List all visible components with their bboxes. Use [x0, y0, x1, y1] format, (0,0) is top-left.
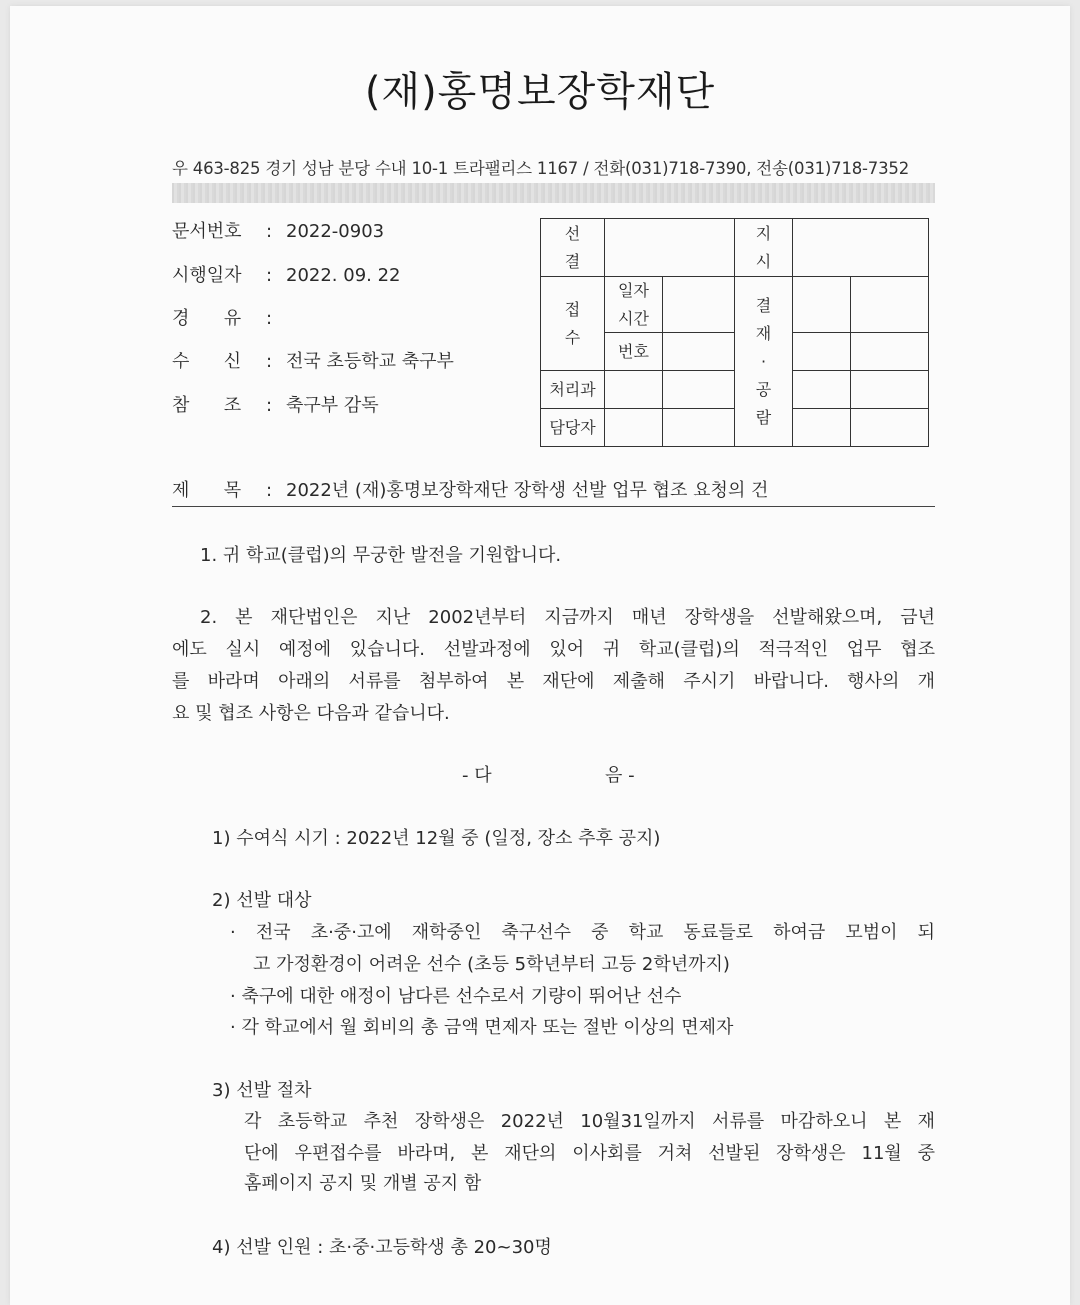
person-in-charge-field: [663, 409, 735, 447]
approval-field: [793, 409, 851, 447]
item-4: 4) 선발 인원 : 초·중·고등학생 총 20~30명: [212, 1237, 552, 1258]
da-eum-left: - 다: [462, 765, 492, 786]
meta-label: 문서번호: [172, 221, 242, 242]
approval-field: [793, 371, 851, 409]
approval-field: [793, 277, 851, 333]
approval-field: [851, 333, 929, 371]
item-3-heading: 3) 선발 절차: [212, 1080, 312, 1101]
approval-table: [540, 218, 929, 447]
meta-date: 시행일자 : 2022. 09. 22: [172, 261, 401, 287]
instruction-cell: 지 시: [735, 219, 793, 277]
subject-divider: [172, 506, 935, 507]
meta-label: 참 조: [172, 395, 242, 416]
instruction-field: [793, 219, 929, 277]
department-field: [605, 371, 663, 409]
number-cell: 번호: [605, 333, 663, 371]
date-time-field: [663, 277, 735, 333]
person-in-charge-cell: 담당자: [541, 409, 605, 447]
meta-label: 수 신: [172, 351, 242, 372]
date-time-cell: 일자 시간: [605, 277, 663, 333]
document-title: (재)홍명보장학재단: [364, 69, 716, 115]
address-line: 우 463-825 경기 성남 분당 수내 10-1 트라팰리스 1167 / 전화(031)718-7390, 전송(031)718-7352: [172, 159, 909, 178]
department-cell: 처리과: [541, 371, 605, 409]
pre-approval-cell: 선 결: [541, 219, 605, 277]
meta-recipient: 수 신 : 전국 초등학교 축구부: [172, 347, 454, 373]
subject-label: 제 목: [172, 480, 242, 501]
meta-via: 경 유 :: [172, 304, 286, 330]
meta-value: 축구부 감독: [286, 395, 379, 416]
item-3-line-3: 홈페이지 공지 및 개별 공지 함: [244, 1173, 482, 1194]
scan-band: [172, 183, 935, 203]
meta-reference: 참 조 : 축구부 감독: [172, 391, 379, 417]
number-field: [663, 333, 735, 371]
approval-field: [851, 409, 929, 447]
paragraph-1: 1. 귀 학교(클럽)의 무궁한 발전을 기원합니다.: [200, 545, 562, 566]
meta-doc-number: 문서번호 : 2022-0903: [172, 217, 384, 243]
item-2-bullet-1a: · 전국 초·중·고에 재학중인 축구선수 중 학교 동료들로 하여금 모범이 되: [230, 922, 935, 943]
pre-approval-field: [605, 219, 735, 277]
item-1: 1) 수여식 시기 : 2022년 12월 중 (일정, 장소 추후 공지): [212, 828, 661, 849]
department-field: [663, 371, 735, 409]
approval-field: [793, 333, 851, 371]
item-3-line-1: 각 초등학교 추천 장학생은 2022년 10월31일까지 서류를 마감하오니 본 재: [244, 1111, 935, 1132]
item-2-bullet-3: · 각 학교에서 월 회비의 총 금액 면제자 또는 절반 이상의 면제자: [230, 1017, 734, 1038]
approval-field: [851, 371, 929, 409]
receipt-cell: 접 수: [541, 277, 605, 371]
item-3-line-2: 단에 우편접수를 바라며, 본 재단의 이사회를 거쳐 선발된 장학생은 11월 중: [244, 1143, 935, 1164]
meta-value: 2022-0903: [286, 221, 385, 242]
approval-field: [851, 277, 929, 333]
meta-label: 경 유: [172, 308, 242, 329]
meta-value: 전국 초등학교 축구부: [286, 351, 454, 372]
item-2-bullet-1b: 고 가정환경이 어려운 선수 (초등 5학년부터 고등 2학년까지): [253, 954, 730, 975]
da-eum-right: 음 -: [605, 765, 635, 786]
paragraph-2-line-4: 요 및 협조 사항은 다음과 같습니다.: [172, 703, 450, 724]
paragraph-2-line-2: 에도 실시 예정에 있습니다. 선발과정에 있어 귀 학교(클럽)의 적극적인 업무 협조: [172, 639, 935, 660]
meta-label: 시행일자: [172, 265, 242, 286]
meta-value: 2022. 09. 22: [286, 265, 401, 286]
item-2-bullet-2: · 축구에 대한 애정이 남다른 선수로서 기량이 뛰어난 선수: [230, 986, 682, 1007]
approval-review-cell: 결 재 · 공 람: [735, 277, 793, 447]
subject-line: 제 목 : 2022년 (재)홍명보장학재단 장학생 선발 업무 협조 요청의 건: [172, 476, 768, 502]
paragraph-2-line-3: 를 바라며 아래의 서류를 첨부하여 본 재단에 제출해 주시기 바랍니다. 행사의 개: [172, 671, 935, 692]
person-in-charge-field: [605, 409, 663, 447]
paragraph-2-line-1: 2. 본 재단법인은 지난 2002년부터 지금까지 매년 장학생을 선발해왔으며, 금년: [200, 607, 935, 628]
subject-value: 2022년 (재)홍명보장학재단 장학생 선발 업무 협조 요청의 건: [286, 480, 769, 501]
item-2-heading: 2) 선발 대상: [212, 890, 312, 911]
